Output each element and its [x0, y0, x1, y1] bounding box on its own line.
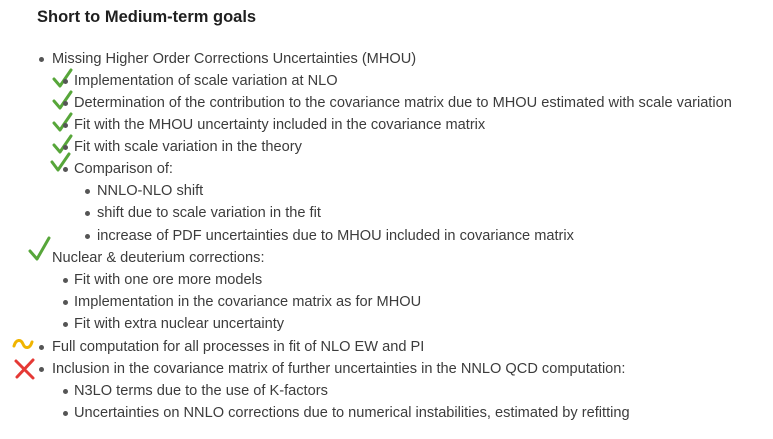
goal-nuclear-corrections: Nuclear & deuterium corrections: [52, 250, 265, 266]
cross-icon [13, 357, 37, 381]
comparison-pdf-uncertainties: increase of PDF uncertainties due to MHOU included in covariance matrix [97, 228, 574, 244]
subgoal-fit-mhou: Fit with the MHOU uncertainty included in the covariance matrix [74, 117, 486, 133]
tilde-icon [12, 337, 34, 353]
comparison-nnlo-nlo-shift: NNLO-NLO shift [97, 183, 204, 199]
comparison-scale-shift: shift due to scale variation in the fit [97, 205, 321, 221]
subgoal-comparison: Comparison of: [74, 161, 173, 177]
subgoal-covariance-contribution: Determination of the contribution to the covariance matrix due to MHOU estimated with scale variation [74, 95, 732, 111]
bullet-dot [63, 278, 68, 283]
nuclear-covariance-implementation: Implementation in the covariance matrix as for MHOU [74, 294, 422, 310]
nnlo-numerical-instabilities: Uncertainties on NNLO corrections due to numerical instabilities, estimated by refitting [74, 405, 630, 421]
bullet-dot [63, 167, 68, 172]
bullet-dot [63, 123, 68, 128]
bullet-dot [63, 101, 68, 106]
check-icon [52, 89, 74, 111]
nuclear-fit-models: Fit with one ore more models [74, 272, 263, 288]
bullet-dot [85, 211, 90, 216]
check-icon [28, 236, 52, 262]
bullet-dot [85, 234, 90, 239]
nuclear-extra-uncertainty: Fit with extra nuclear uncertainty [74, 316, 285, 332]
subgoal-scale-variation-nlo: Implementation of scale variation at NLO [74, 73, 338, 89]
check-icon [52, 67, 74, 89]
bullet-dot [63, 300, 68, 305]
bullet-dot [63, 389, 68, 394]
bullet-dot [85, 189, 90, 194]
goal-nnlo-qcd-uncertainties: Inclusion in the covariance matrix of further uncertainties in the NNLO QCD computation: [52, 361, 626, 377]
page-title: Short to Medium-term goals [37, 8, 257, 26]
bullet-dot [39, 367, 44, 372]
bullet-dot [39, 57, 44, 62]
bullet-dot [63, 411, 68, 416]
subgoal-fit-scale-variation: Fit with scale variation in the theory [74, 139, 302, 155]
bullet-dot [63, 322, 68, 327]
check-icon [52, 111, 74, 133]
bullet-dot [63, 79, 68, 84]
goal-nlo-ew-computation: Full computation for all processes in fit of NLO EW and PI [52, 339, 425, 355]
check-icon [50, 152, 72, 174]
nnlo-n3lo-terms: N3LO terms due to the use of K-factors [74, 383, 328, 399]
goal-mhou: Missing Higher Order Corrections Uncertainties (MHOU) [52, 51, 417, 67]
bullet-dot [63, 145, 68, 150]
bullet-dot [39, 345, 44, 350]
